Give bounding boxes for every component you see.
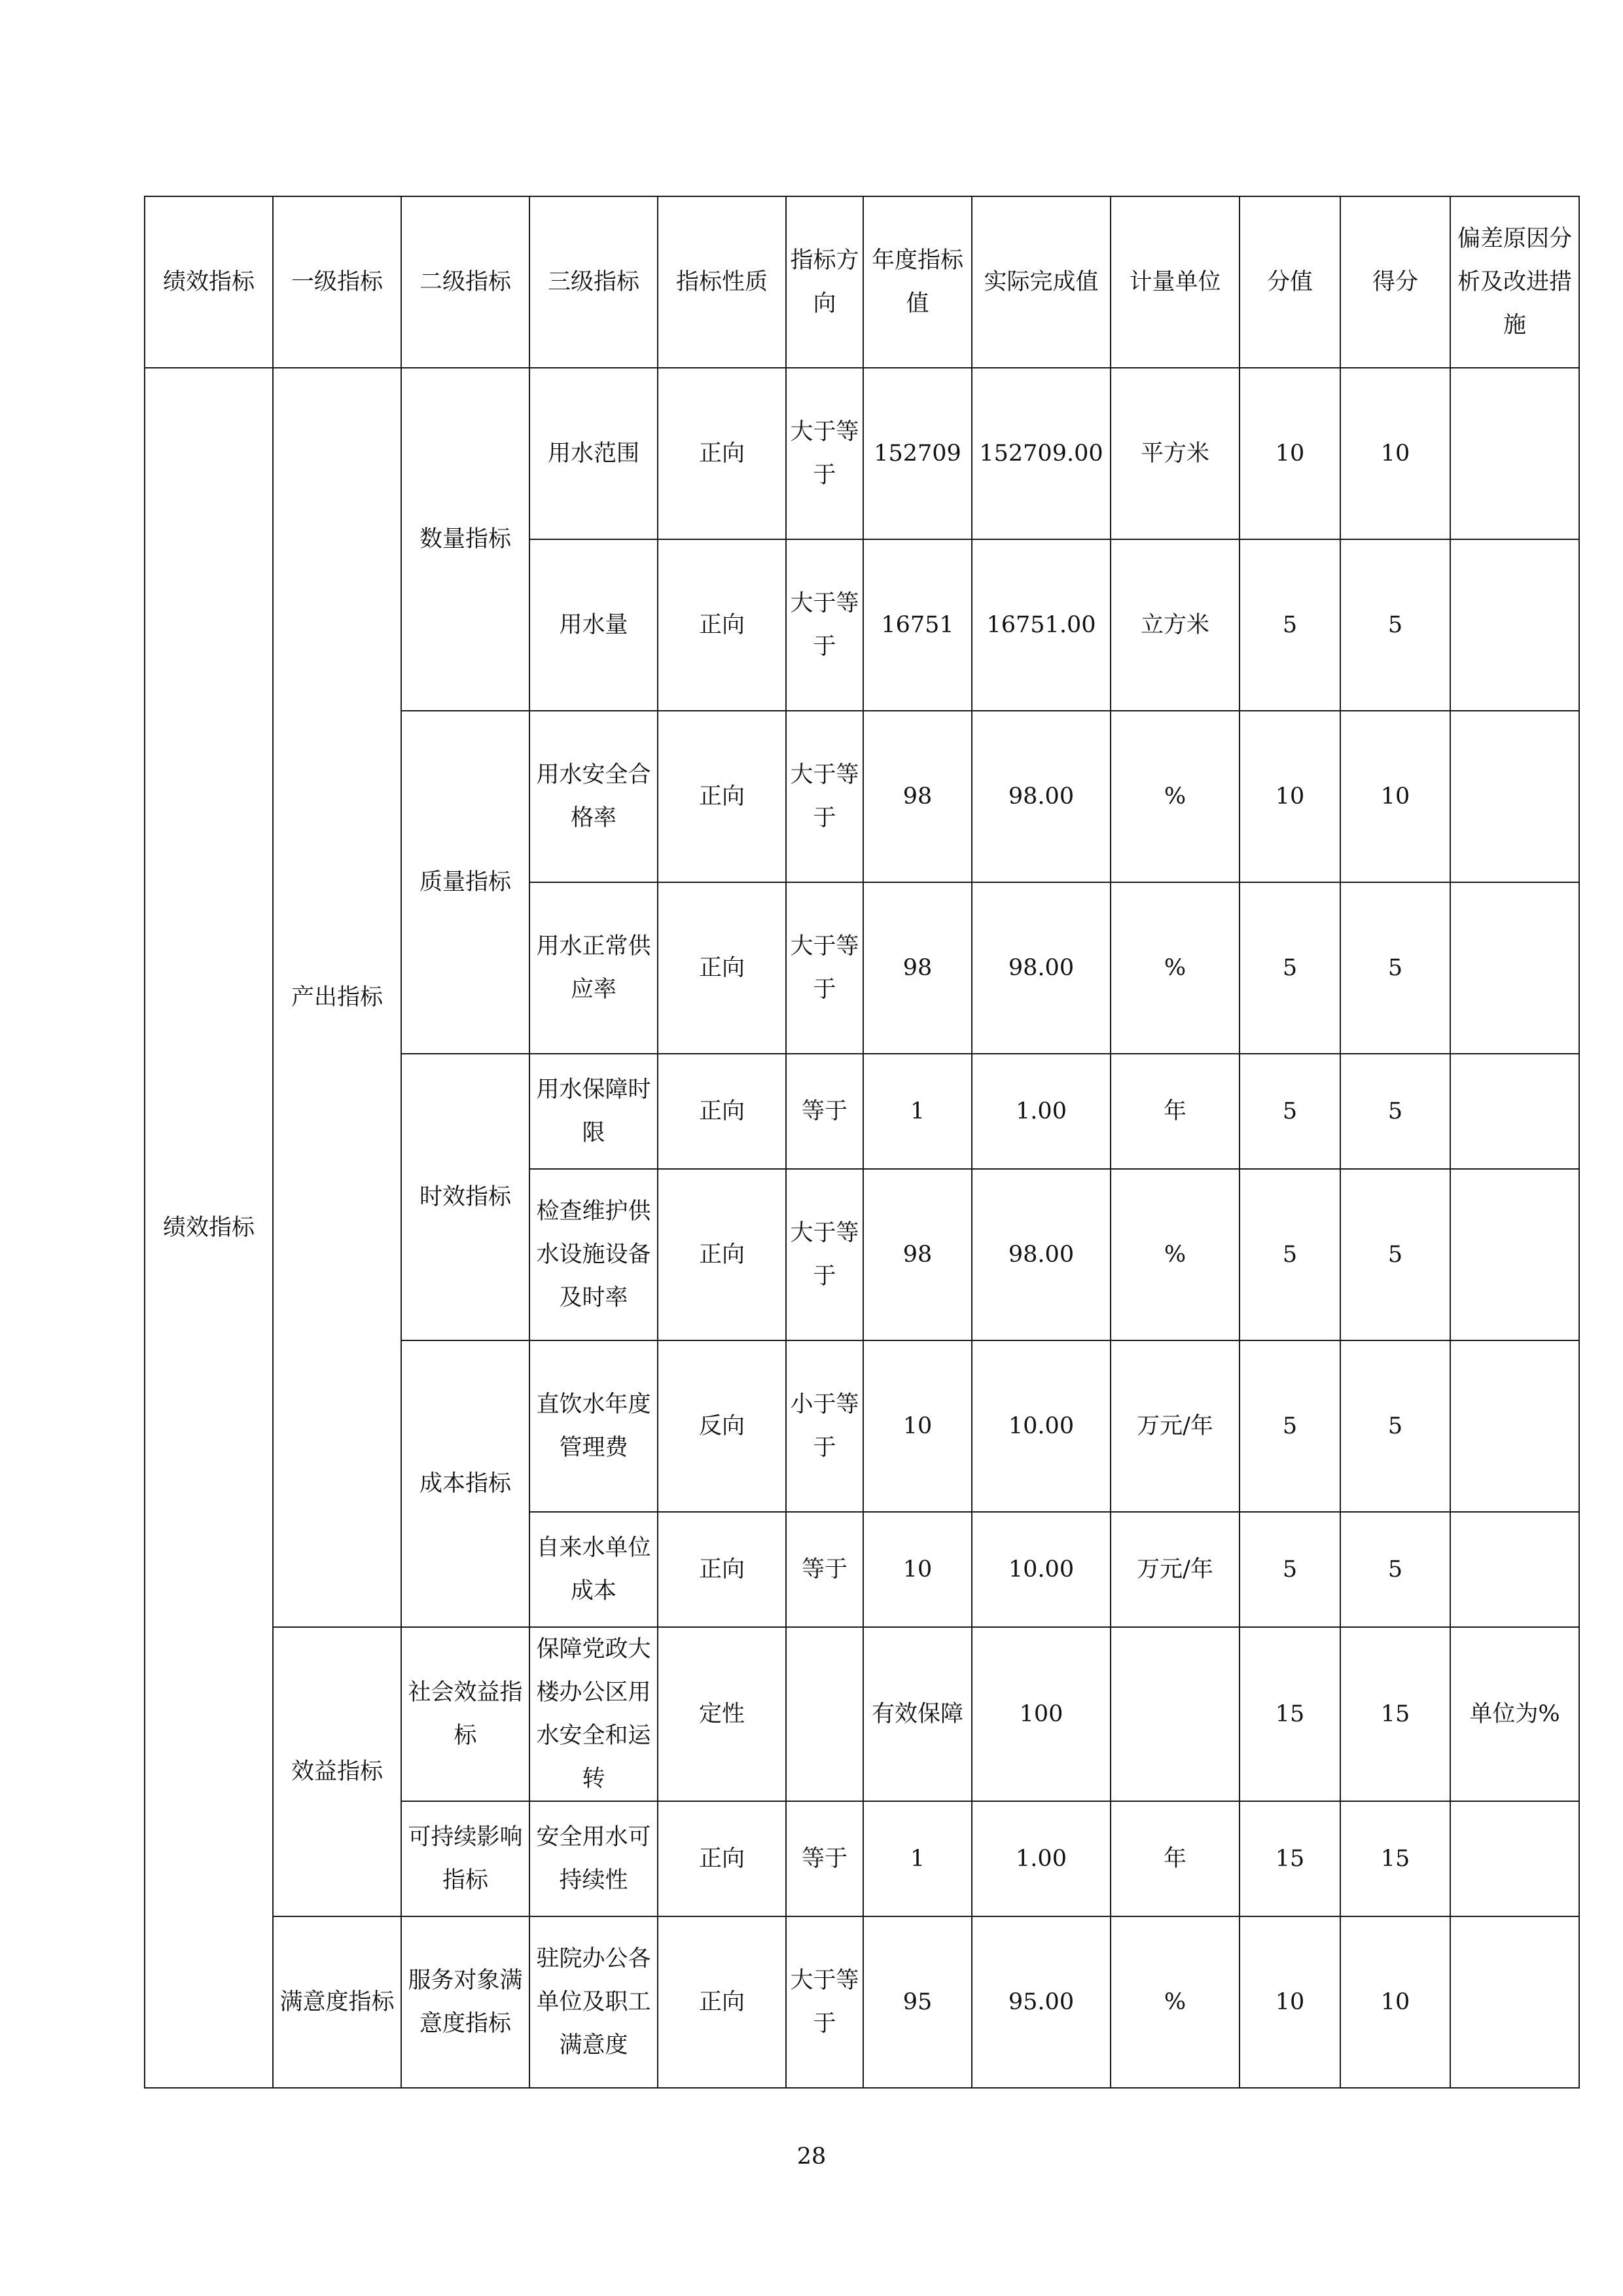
got-cell: 5 [1340,1169,1450,1340]
level2-sustainable-cell: 可持续影响指标 [401,1801,529,1916]
score-cell: 5 [1240,1054,1340,1169]
direction-cell: 等于 [786,1512,863,1627]
nature-cell: 正向 [658,368,786,539]
unit-cell: 年 [1111,1054,1240,1169]
level2-service-cell: 服务对象满意度指标 [401,1916,529,2088]
actual-cell: 10.00 [972,1340,1111,1512]
header-cell: 指标性质 [658,196,786,368]
level2-quantity-cell: 数量指标 [401,368,529,711]
nature-cell: 反向 [658,1340,786,1512]
got-cell: 15 [1340,1627,1450,1801]
score-cell: 10 [1240,1916,1340,2088]
actual-cell: 10.00 [972,1512,1111,1627]
indicator-name-cell: 用水量 [529,539,658,711]
nature-cell: 正向 [658,1512,786,1627]
level2-social-cell: 社会效益指标 [401,1627,529,1801]
got-cell: 5 [1340,1340,1450,1512]
got-cell: 5 [1340,882,1450,1054]
note-cell: 单位为% [1450,1627,1579,1801]
indicator-name-cell: 安全用水可持续性 [529,1801,658,1916]
score-cell: 5 [1240,882,1340,1054]
direction-cell: 等于 [786,1801,863,1916]
note-cell [1450,1169,1579,1340]
header-cell: 绩效指标 [145,196,273,368]
nature-cell: 正向 [658,1916,786,2088]
indicator-name-cell: 用水保障时限 [529,1054,658,1169]
actual-cell: 95.00 [972,1916,1111,2088]
target-cell: 152709 [863,368,972,539]
level1-satisfaction-cell: 满意度指标 [273,1916,401,2088]
direction-cell [786,1627,863,1801]
note-cell [1450,1054,1579,1169]
note-cell [1450,711,1579,882]
nature-cell: 正向 [658,711,786,882]
header-cell: 计量单位 [1111,196,1240,368]
direction-cell: 大于等于 [786,882,863,1054]
direction-cell: 大于等于 [786,539,863,711]
actual-cell: 98.00 [972,711,1111,882]
header-cell: 分值 [1240,196,1340,368]
unit-cell: 年 [1111,1801,1240,1916]
got-cell: 10 [1340,1916,1450,2088]
page-number: 28 [796,2144,827,2170]
unit-cell: 立方米 [1111,539,1240,711]
header-cell: 指标方向 [786,196,863,368]
level2-cost-cell: 成本指标 [401,1340,529,1627]
note-cell [1450,539,1579,711]
note-cell [1450,1801,1579,1916]
unit-cell: % [1111,711,1240,882]
indicator-name-cell: 用水正常供应率 [529,882,658,1054]
header-cell: 偏差原因分析及改进措施 [1450,196,1579,368]
nature-cell: 正向 [658,1169,786,1340]
nature-cell: 正向 [658,882,786,1054]
got-cell: 10 [1340,368,1450,539]
indicator-name-cell: 用水安全合格率 [529,711,658,882]
header-row [145,196,1579,368]
indicator-name-cell: 检查维护供水设施设备及时率 [529,1169,658,1340]
unit-cell: % [1111,1169,1240,1340]
unit-cell: 平方米 [1111,368,1240,539]
got-cell: 10 [1340,711,1450,882]
target-cell: 10 [863,1512,972,1627]
header-cell: 二级指标 [401,196,529,368]
header-cell: 得分 [1340,196,1450,368]
nature-cell: 正向 [658,1801,786,1916]
actual-cell: 98.00 [972,1169,1111,1340]
target-cell: 16751 [863,539,972,711]
level1-benefit-cell: 效益指标 [273,1627,401,1916]
actual-cell: 16751.00 [972,539,1111,711]
note-cell [1450,1340,1579,1512]
table-row [145,1627,1579,1801]
unit-cell: 万元/年 [1111,1512,1240,1627]
target-cell: 98 [863,711,972,882]
level2-timeliness-cell: 时效指标 [401,1054,529,1340]
target-cell: 95 [863,1916,972,2088]
score-cell: 5 [1240,1512,1340,1627]
got-cell: 5 [1340,539,1450,711]
direction-cell: 大于等于 [786,368,863,539]
indicator-name-cell: 用水范围 [529,368,658,539]
target-cell: 98 [863,882,972,1054]
header-cell: 实际完成值 [972,196,1111,368]
score-cell: 10 [1240,368,1340,539]
score-cell: 15 [1240,1627,1340,1801]
nature-cell: 正向 [658,1054,786,1169]
note-cell [1450,882,1579,1054]
direction-cell: 大于等于 [786,1916,863,2088]
unit-cell: 万元/年 [1111,1340,1240,1512]
level1-output-cell: 产出指标 [273,368,401,1627]
actual-cell: 98.00 [972,882,1111,1054]
actual-cell: 1.00 [972,1801,1111,1916]
direction-cell: 等于 [786,1054,863,1169]
table-row [145,368,1579,539]
got-cell: 15 [1340,1801,1450,1916]
note-cell [1450,1512,1579,1627]
indicator-name-cell: 驻院办公各单位及职工满意度 [529,1916,658,2088]
score-cell: 5 [1240,539,1340,711]
nature-cell: 正向 [658,539,786,711]
actual-cell: 152709.00 [972,368,1111,539]
unit-cell: % [1111,882,1240,1054]
score-cell: 15 [1240,1801,1340,1916]
target-cell: 1 [863,1801,972,1916]
note-cell [1450,368,1579,539]
score-cell: 5 [1240,1340,1340,1512]
score-cell: 10 [1240,711,1340,882]
performance-indicator-cell: 绩效指标 [145,368,273,2088]
indicator-name-cell: 直饮水年度管理费 [529,1340,658,1512]
direction-cell: 大于等于 [786,711,863,882]
actual-cell: 1.00 [972,1054,1111,1169]
target-cell: 98 [863,1169,972,1340]
header-cell: 一级指标 [273,196,401,368]
indicator-name-cell: 自来水单位成本 [529,1512,658,1627]
direction-cell: 小于等于 [786,1340,863,1512]
performance-indicator-table [144,196,1580,2089]
header-cell: 三级指标 [529,196,658,368]
level2-quality-cell: 质量指标 [401,711,529,1054]
actual-cell: 100 [972,1627,1111,1801]
nature-cell: 定性 [658,1627,786,1801]
got-cell: 5 [1340,1054,1450,1169]
score-cell: 5 [1240,1169,1340,1340]
header-cell: 年度指标值 [863,196,972,368]
target-cell: 10 [863,1340,972,1512]
unit-cell: % [1111,1916,1240,2088]
target-cell: 1 [863,1054,972,1169]
target-cell: 有效保障 [863,1627,972,1801]
table-row [145,1916,1579,2088]
indicator-name-cell: 保障党政大楼办公区用水安全和运转 [529,1627,658,1801]
got-cell: 5 [1340,1512,1450,1627]
direction-cell: 大于等于 [786,1169,863,1340]
unit-cell [1111,1627,1240,1801]
note-cell [1450,1916,1579,2088]
